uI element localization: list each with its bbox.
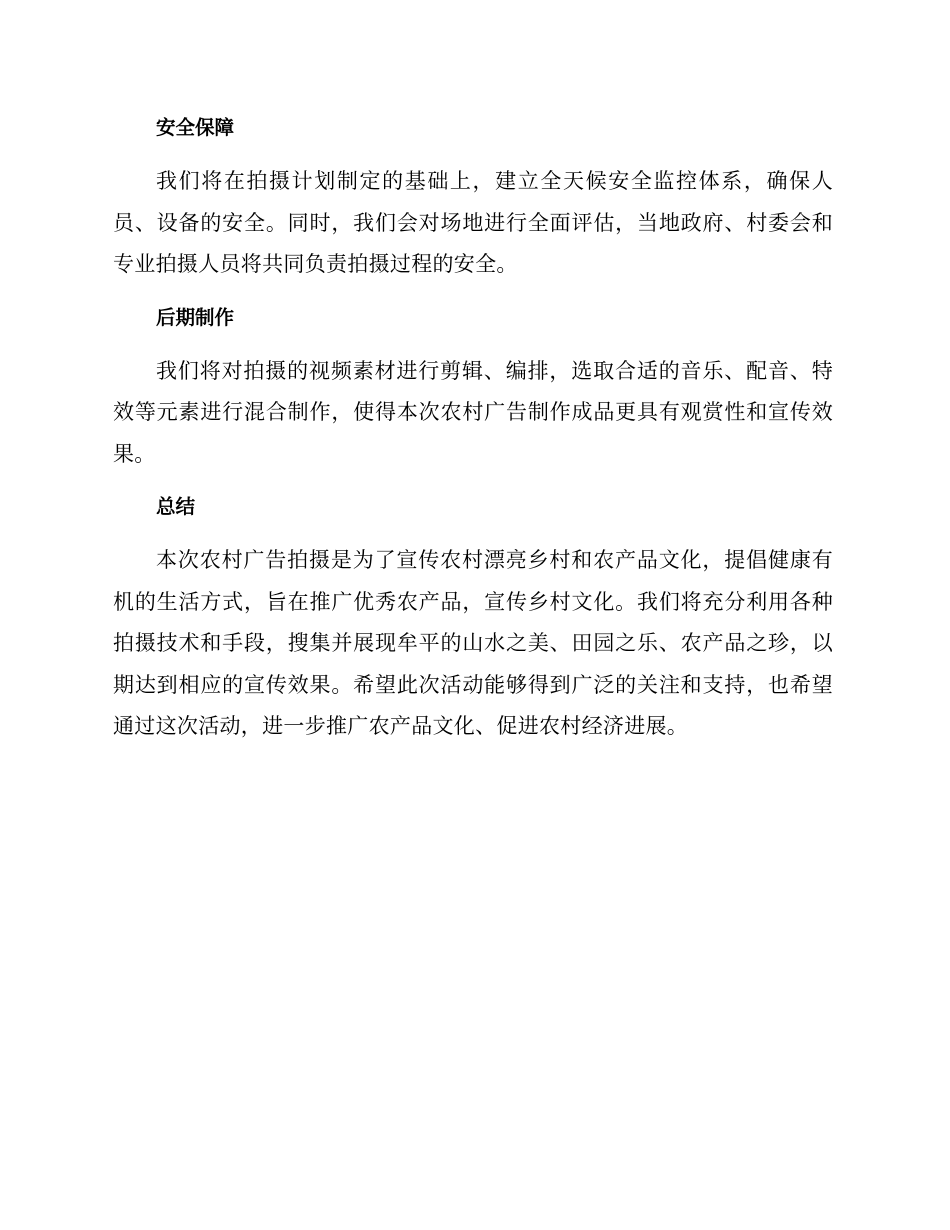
section-paragraph: 我们将在拍摄计划制定的基础上，建立全天候安全监控体系，确保人员、设备的安全。同时，我们会对场地进行全面评估，当地政府、村委会和专业拍摄人员将共同负责拍摄过程的安全。 xyxy=(113,169,833,276)
section-heading: 后期制作 xyxy=(156,305,235,329)
section-safety xyxy=(113,108,833,286)
section-heading: 总结 xyxy=(156,495,196,518)
section-post-production xyxy=(113,298,833,476)
document-body xyxy=(113,108,833,748)
section-paragraph: 我们将对拍摄的视频素材进行剪辑、编排，选取合适的音乐、配音、特效等元素进行混合制作，使得本次农村广告制作成品更具有观赏性和宣传效果。 xyxy=(113,358,833,466)
section-summary xyxy=(113,487,833,748)
section-heading: 安全保障 xyxy=(156,116,235,139)
section-paragraph: 本次农村广告拍摄是为了宣传农村漂亮乡村和农产品文化，提倡健康有机的生活方式，旨在推广优秀农产品，宣传乡村文化。我们将充分利用各种拍摄技术和手段，搜集并展现牟平的山水之美、田园之乐、农产品之珍，以期达到相应的宣传效果。希望此次活动能够得到广泛的关注和支持，也希望通过这次活动，进一步推广农产品文化、促进农村经济进展。 xyxy=(113,548,833,738)
